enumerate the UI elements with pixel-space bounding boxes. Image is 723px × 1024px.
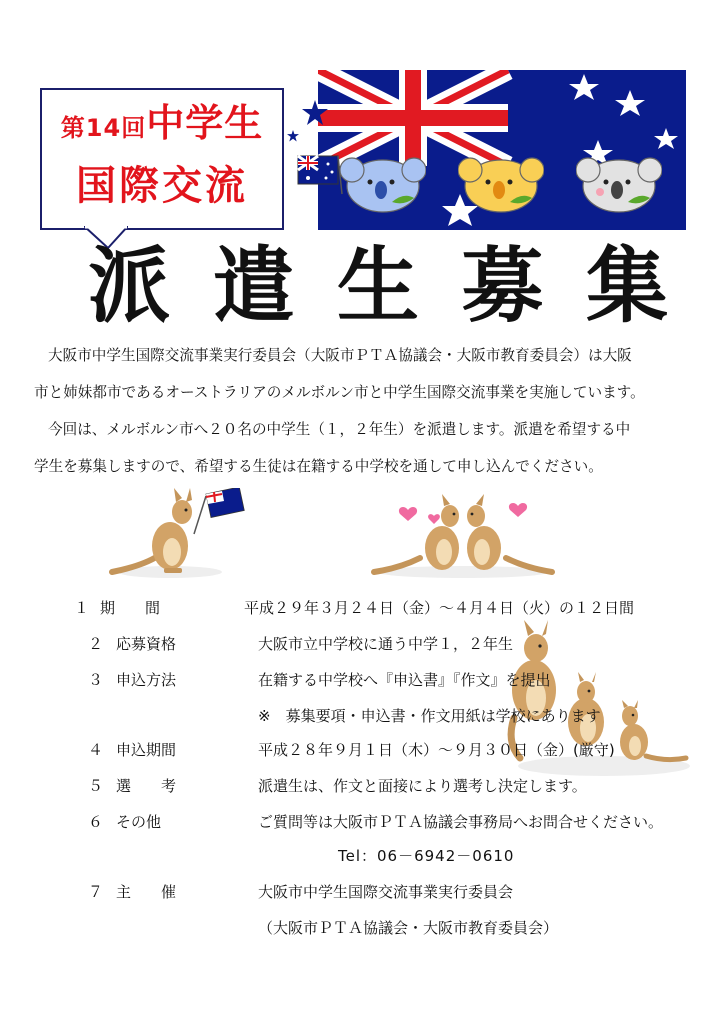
detail-label: 選 考: [116, 777, 177, 795]
kangaroo-with-flag-icon: [108, 488, 248, 580]
main-title: [88, 239, 668, 334]
australian-flag-small: [296, 154, 344, 196]
koala-blue-icon: [340, 150, 426, 214]
detail-value: 在籍する中学校へ『申込書』『作文』を提出: [258, 671, 551, 689]
detail-number: ３: [88, 671, 104, 689]
detail-number: ６: [88, 813, 104, 831]
detail-note: ※ 募集要項・申込書・作文用紙は学校にあります: [258, 707, 601, 725]
koala-yellow-icon: [458, 150, 544, 214]
intro-line: 大阪市中学生国際交流事業実行委員会（大阪市ＰＴＡ協議会・大阪市教育委員会）は大阪: [48, 347, 632, 364]
kangaroo-couple-icon: [370, 494, 556, 580]
detail-value: 派遣生は、作文と面接により選考し決定します。: [258, 777, 587, 795]
detail-number: ７: [88, 883, 104, 901]
detail-label: その他: [116, 813, 162, 831]
intro-line: 市と姉妹都市であるオーストラリアのメルボルン市と中学生国際交流事業を実施しています。: [34, 384, 645, 401]
detail-label: 申込方法: [116, 671, 177, 689]
title-char: 派: [88, 239, 171, 334]
title-char: 生: [336, 239, 419, 334]
organizer-note: （大阪市ＰＴＡ協議会・大阪市教育委員会）: [258, 919, 559, 937]
detail-value: 平成２８年９月１日（木）～９月３０日（金）(厳守): [258, 741, 615, 759]
star-icon: [302, 100, 328, 126]
detail-number: ４: [88, 741, 104, 759]
phone-number: Tel：06－6942－0610: [338, 847, 515, 865]
star-icon: [287, 130, 299, 142]
detail-number: １: [74, 599, 90, 617]
title-char: 集: [585, 239, 668, 334]
title-char: 遣: [212, 239, 295, 334]
detail-value: ご質問等は大阪市ＰＴＡ協議会事務局へお問合せください。: [258, 813, 664, 831]
event-subtitle: 国際交流: [76, 163, 248, 209]
detail-label: 期 間: [100, 599, 161, 617]
intro-line: 学生を募集しますので、希望する生徒は在籍する中学校を通して申し込んでください。: [34, 458, 603, 475]
detail-number: ２: [88, 635, 104, 653]
detail-value: 平成２９年３月２４日（金）～４月４日（火）の１２日間: [244, 599, 635, 617]
title-char: 募: [461, 239, 544, 334]
detail-number: ５: [88, 777, 104, 795]
detail-value: 大阪市中学生国際交流事業実行委員会: [258, 883, 514, 901]
koala-gray-icon: [576, 150, 662, 214]
intro-line: 今回は、メルボルン市へ２０名の中学生（１，２年生）を派遣します。派遣を希望する中: [48, 421, 631, 438]
detail-value: 大阪市立中学校に通う中学１，２年生: [258, 635, 514, 653]
detail-label: 主 催: [116, 883, 177, 901]
heart-icon: [399, 507, 417, 521]
event-number-title: 第14回中学生: [60, 101, 264, 145]
detail-label: 応募資格: [116, 635, 177, 653]
detail-label: 申込期間: [116, 741, 177, 759]
